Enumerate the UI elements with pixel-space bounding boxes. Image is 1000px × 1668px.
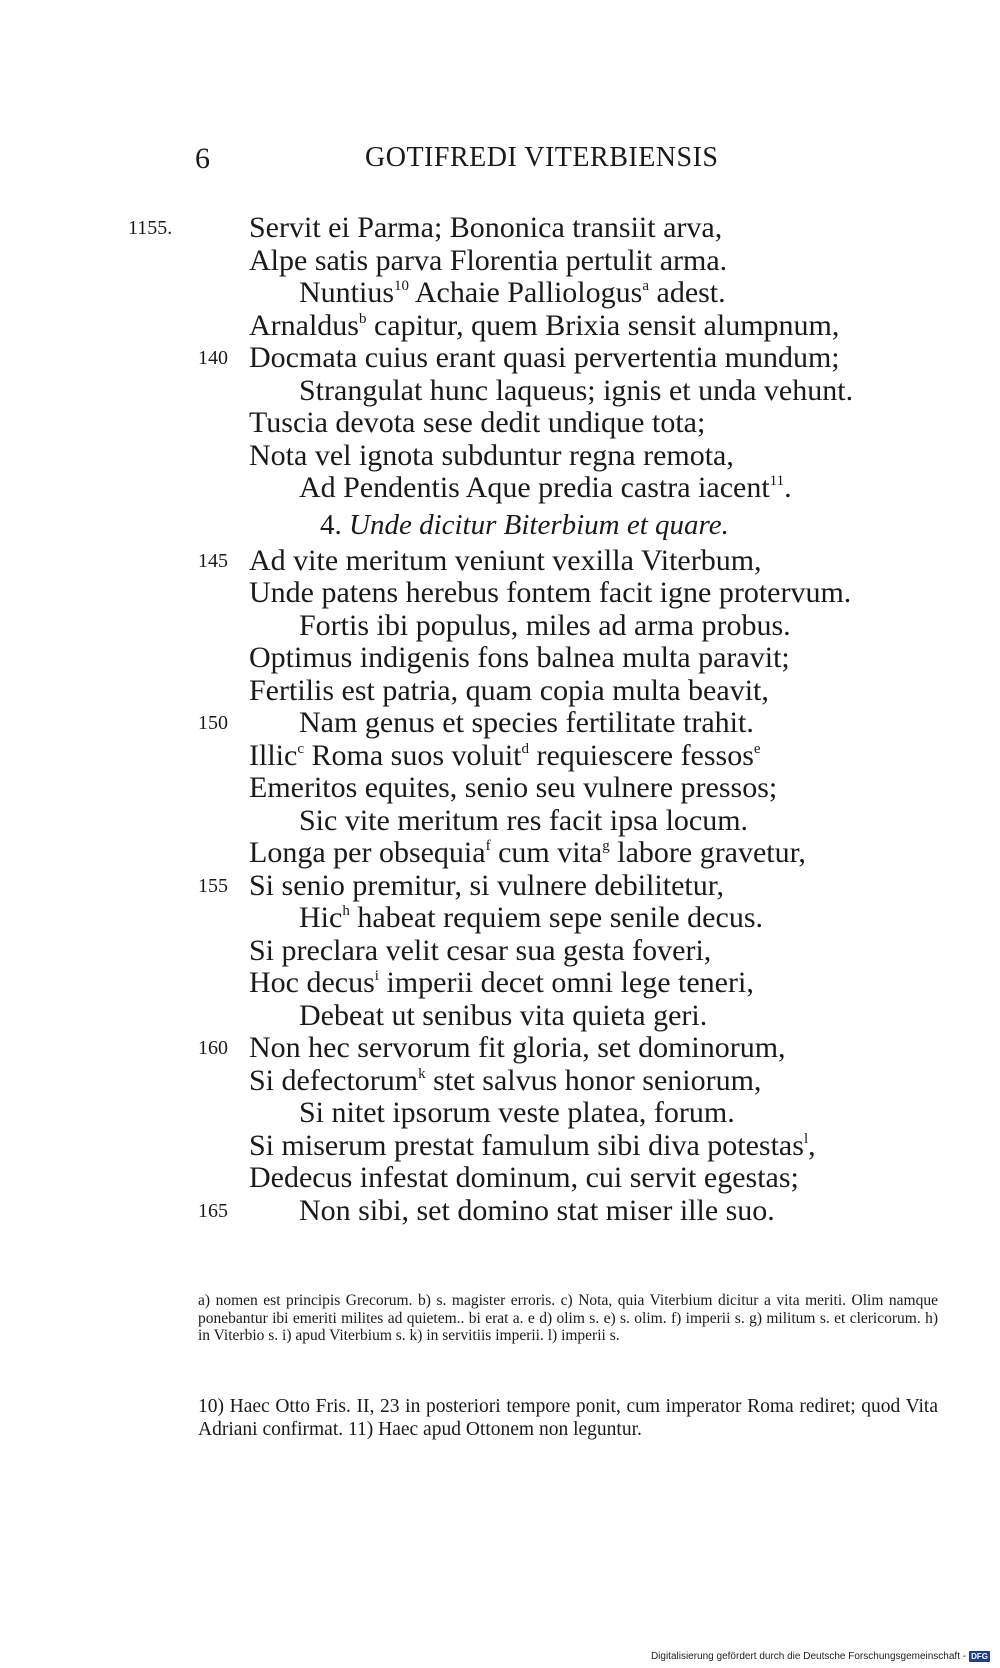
verse-line — [0, 245, 1000, 278]
verse-text: Si nitet ipsorum veste platea, forum. — [299, 1096, 735, 1129]
line-number: 150 — [198, 712, 228, 734]
note-marker: a — [642, 278, 649, 294]
poem-text — [0, 212, 1000, 1227]
verse-line — [0, 577, 1000, 610]
verse-text: imperii decet omni lege teneri, — [378, 966, 754, 999]
verse-text: Emeritos equites, senio seu vulnere pressos; — [249, 771, 778, 804]
verse-line — [0, 277, 1000, 310]
verse-text: Sic vite meritum res facit ipsa locum. — [299, 803, 749, 837]
line-number: 145 — [198, 549, 228, 572]
verse-line — [0, 440, 1000, 473]
note-marker: 10 — [394, 278, 410, 294]
verse-line — [0, 472, 1000, 505]
verse-text: Si preclara velit cesar sua gesta foveri, — [249, 933, 712, 967]
verse-text: Non sibi, set domino stat miser ille suo. — [299, 1193, 775, 1227]
verse-text: Nuntius — [299, 276, 395, 309]
verse-text: Nota vel ignota subduntur regna remota, — [249, 438, 734, 472]
verse-text: Fertilis est patria, quam copia multa beavit, — [249, 673, 769, 707]
verse-line — [0, 610, 1000, 643]
page-header — [195, 142, 775, 182]
verse-line — [0, 707, 1000, 740]
critical-apparatus: a) nomen est principis Grecorum. b) s. magister erroris. c) Nota, quia Viterbium dicitur a vita meriti. Olim namque ponebantur ibi emeriti milites ad quietem.. bi erat a. e d) olim s. e) s. olim. f) imperii s. g) militum s. et clericorum. h) in Viterbio s. i) apud Viterbium s. k) in servitiis imperii. l) imperii s. — [198, 1292, 938, 1344]
verse-line — [0, 902, 1000, 935]
line-number: 165 — [198, 1199, 228, 1222]
verse-text: requiescere fessos — [529, 738, 754, 772]
verse-text: Illic — [249, 738, 298, 772]
verse-line — [0, 772, 1000, 805]
verse-text: Longa per obsequia — [249, 836, 486, 869]
verse-line — [0, 935, 1000, 968]
verse-text: Ad Pendentis Aque predia castra iacent — [299, 471, 770, 504]
verse-line — [0, 407, 1000, 440]
note-marker: f — [485, 838, 491, 854]
verse-line — [0, 837, 1000, 870]
verse-text: Tuscia devota sese dedit undique tota; — [249, 406, 706, 439]
verse-line — [0, 870, 1000, 903]
running-title: GOTIFREDI VITERBIENSIS — [365, 142, 719, 173]
verse-line — [0, 805, 1000, 838]
verse-text: Servit ei Parma; Bononica transiit arva, — [249, 211, 723, 244]
verse-text: Arnaldus — [249, 308, 359, 342]
note-marker: h — [342, 903, 350, 919]
verse-text: Unde patens herebus fontem facit igne protervum. — [249, 576, 852, 609]
note-marker: 11 — [769, 473, 785, 489]
note-marker: c — [297, 740, 304, 757]
note-marker: i — [374, 968, 379, 984]
verse-line — [0, 1065, 1000, 1098]
verse-line — [0, 740, 1000, 773]
year-marker: 1155. — [128, 217, 173, 239]
verse-line — [0, 1162, 1000, 1195]
verse-line — [0, 1097, 1000, 1130]
verse-line — [0, 1032, 1000, 1065]
verse-text: Roma suos voluit — [303, 738, 522, 772]
verse-text: Optimus indigenis fons balnea multa paravit; — [249, 641, 790, 674]
note-marker: d — [521, 740, 529, 757]
note-marker: e — [753, 740, 761, 757]
verse-text: adest. — [649, 276, 726, 309]
line-number: 140 — [198, 347, 228, 369]
verse-line — [0, 212, 1000, 245]
verse-text: Si defectorum — [249, 1063, 419, 1097]
section-title: Unde dicitur Biterbium et quare. — [349, 508, 729, 541]
verse-line — [0, 642, 1000, 675]
historical-notes: 10) Haec Otto Fris. II, 23 in posteriori tempore ponit, cum imperator Roma rediret; quod Vita Adriani confirmat. 11) Haec apud Ottonem non leguntur. — [198, 1396, 938, 1440]
verse-text: Non hec servorum fit gloria, set dominorum, — [249, 1031, 786, 1064]
verse-text: Si senio premitur, si vulnere debilitetur, — [249, 868, 725, 902]
note-marker: b — [358, 310, 367, 327]
verse-text: Docmata cuius erant quasi pervertentia mundum; — [249, 341, 840, 374]
verse-line — [0, 675, 1000, 708]
section-heading — [0, 505, 1000, 545]
verse-text: habeat requiem sepe senile decus. — [349, 901, 763, 934]
note-marker: g — [602, 838, 610, 854]
verse-line — [0, 342, 1000, 375]
verse-text: , — [808, 1128, 816, 1162]
digitization-credit — [651, 1651, 990, 1662]
note-marker: k — [418, 1065, 426, 1082]
verse-text: Strangulat hunc laqueus; ignis et unda vehunt. — [299, 373, 854, 407]
verse-text: Si miserum prestat famulum sibi diva potestas — [249, 1128, 804, 1162]
line-number: 160 — [198, 1037, 228, 1059]
verse-text: Alpe satis parva Florentia pertulit arma. — [249, 243, 728, 277]
section-number: 4. — [320, 508, 342, 541]
verse-text: Ad vite meritum veniunt vexilla Viterbum, — [249, 543, 762, 577]
note-marker: l — [803, 1130, 809, 1147]
verse-line — [0, 545, 1000, 578]
verse-text: Dedecus infestat dominum, cui servit egestas; — [249, 1161, 799, 1194]
verse-line — [0, 310, 1000, 343]
verse-line — [0, 1000, 1000, 1033]
verse-line — [0, 1130, 1000, 1163]
verse-text: capitur, quem Brixia sensit alumpnum, — [366, 308, 840, 342]
verse-text: Debeat ut senibus vita quieta geri. — [299, 998, 708, 1032]
verse-text: Nam genus et species fertilitate trahit. — [299, 706, 754, 739]
verse-text: Hic — [299, 901, 343, 934]
credit-text: Digitalisierung gefördert durch die Deutsche Forschungsgemeinschaft - — [650, 1651, 967, 1662]
line-number: 155 — [198, 874, 228, 897]
verse-text: cum vita — [490, 836, 603, 869]
page-number: 6 — [195, 142, 210, 175]
verse-line — [0, 1195, 1000, 1228]
verse-line — [0, 375, 1000, 408]
verse-text: . — [784, 471, 792, 504]
dfg-logo: DFG — [971, 1652, 988, 1661]
verse-text: Fortis ibi populus, miles ad arma probus. — [299, 608, 791, 642]
verse-text: stet salvus honor seniorum, — [425, 1063, 762, 1097]
verse-text: Hoc decus — [249, 966, 375, 999]
verse-text: labore gravetur, — [609, 836, 806, 869]
verse-text: Achaie Palliologus — [409, 276, 643, 309]
verse-line — [0, 967, 1000, 1000]
